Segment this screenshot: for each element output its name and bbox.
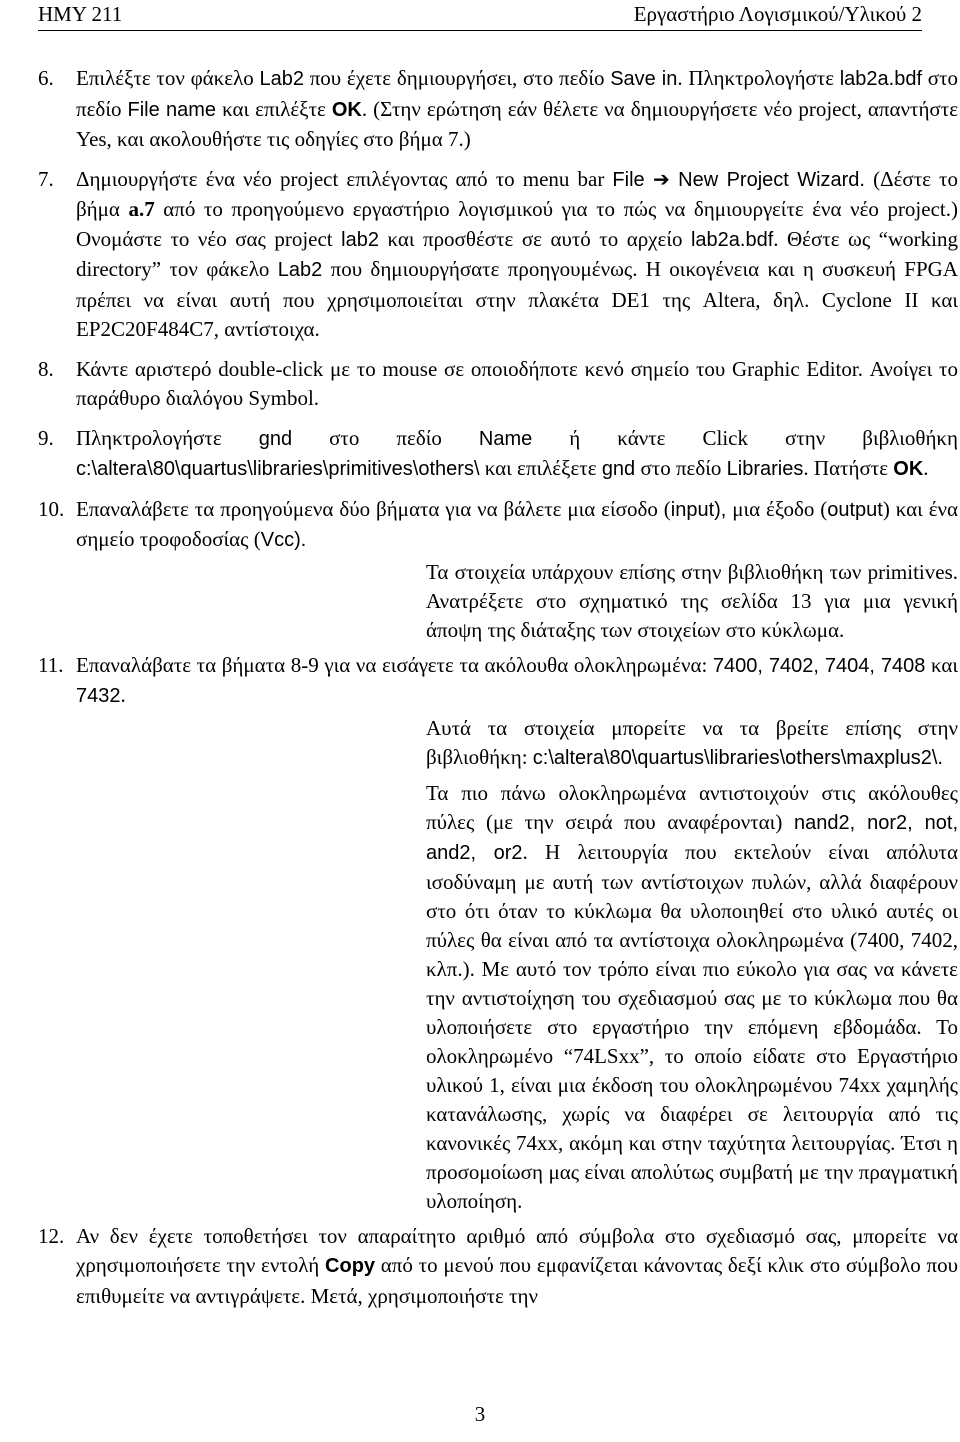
library-path: c:\altera\80\quartus\libraries\others\maxplus2\. xyxy=(532,746,943,769)
text: . xyxy=(923,456,929,480)
step-number: 8. xyxy=(38,356,54,381)
step-text xyxy=(76,651,958,712)
step-text xyxy=(76,495,958,556)
note-text xyxy=(426,779,958,1216)
text: . Η λειτουργία που εκτελούν είναι απόλυτα ισοδύναμη με αυτή των αντίστοιχων πυλών, αλλά διαφέρουν στο ότι όταν το κύκλωμα θα υλοποιηθεί στο υλικό αυτές οι πύλες θα είναι από τα αντίστοιχα ολοκληρωμένα (7400, 7402, κλπ.). Με αυτό τον τρόπο είναι πιο εύκολο για σας να κάνετε την αντιστοίχηση του σχεδιασμού σας με το κύκλωμα που θα υλοποιήσετε στο εργαστήριο την επόμενη εβδομάδα. Το ολοκληρωμένο “74LSxx”, το οποίο είδατε στο Εργαστήριο υλικού 1, είναι μια έκδοση του ολοκληρωμένου 74xx χαμηλής κατανάλωσης, χωρίς να διαφέρει σε λειτουργία από τις κανονικές 74xx, ακόμη και στην ταχύτητα λειτουργίας. Έτσι η προσομοίωση μας είναι απολύτως συμβατή με την πραγματική υλοποίηση. xyxy=(426,839,958,1213)
ui-term: lab2a.bdf xyxy=(690,228,774,251)
ui-term: 7432 xyxy=(76,685,121,707)
text: και προσθέστε σε αυτό το αρχείο xyxy=(378,226,691,251)
ui-term: OK xyxy=(893,458,924,480)
text: Τα πιο πάνω ολοκληρωμένα αντιστοιχούν στις ακόλουθες πύλες (με την σειρά που αναφέρονται) xyxy=(426,780,958,834)
step-text: Κάντε αριστερό double-click με το mouse σε οποιοδήποτε κενό σημείο του Graphic Editor. Ανοίγει το παράθυρο διαλόγου Symbol. xyxy=(76,356,958,410)
ui-term: Lab2 xyxy=(277,259,323,281)
step-text xyxy=(76,424,958,485)
text: . Πληκτρολογήστε xyxy=(677,66,840,90)
ui-term: Libraries xyxy=(726,458,804,480)
text: από το μενού που εμφανίζεται κάνοντας δεξί κλικ στο σύμβολο που επιθυμείτε να αντιγράψετε. Μετά, χρησιμοποιήστε την xyxy=(76,1253,958,1308)
text: Αν δεν έχετε τοποθετήσει τον απαραίτητο αριθμό από σύμβολα στο σχεδιασμό σας, μπορείτε να χρησιμοποιήσετε την εντολή xyxy=(76,1223,958,1277)
text: . Πατήστε xyxy=(803,456,894,480)
step-text xyxy=(76,64,958,155)
text: μια έξοδο ( xyxy=(726,496,828,521)
text: από το προηγούμενο εργαστήριο λογισμικού για το πώς να δημιουργείτε ένα νέο project.) Ονομάστε το νέο σας project xyxy=(76,197,958,251)
ui-term: input), xyxy=(670,498,727,521)
step-number: 9. xyxy=(38,425,54,450)
ui-term: lab2 xyxy=(341,228,379,251)
text: . Θέστε ως “working directory” τον φάκελο xyxy=(76,226,958,281)
ui-term: lab2a.bdf xyxy=(839,68,923,90)
ui-term: 7400, 7402, 7404, 7408 xyxy=(712,654,926,677)
step-number: 10. xyxy=(38,496,65,521)
text: . (Στην ερώτηση εάν θέλετε να δημιουργήσετε νέο project, απαντήστε Yes, και ακολουθήστε τις οδηγίες στο βήμα 7.) xyxy=(76,96,959,151)
note-text xyxy=(426,714,958,773)
ui-term: gnd xyxy=(601,458,636,480)
step-number: 6. xyxy=(38,66,54,90)
step-12 xyxy=(38,1222,958,1312)
text: στο πεδίο xyxy=(76,66,959,121)
ui-term: output xyxy=(827,498,883,521)
document-body xyxy=(38,64,958,1321)
ui-term: OK xyxy=(331,98,362,121)
bold-ref: a.7 xyxy=(128,197,155,221)
ui-term: nand2, nor2, not, and2, or2 xyxy=(426,811,958,864)
ui-term: Vcc). xyxy=(260,529,307,551)
ui-term: gnd xyxy=(258,427,293,450)
text: και xyxy=(925,652,958,677)
text: και επιλέξτε xyxy=(216,96,332,121)
text: Δημιουργήστε ένα νέο project επιλέγοντας από το menu bar xyxy=(76,166,613,191)
step-9 xyxy=(38,424,958,485)
text: Αυτά τα στοιχεία μπορείτε να τα βρείτε επίσης στην βιβλιοθήκη: xyxy=(426,715,958,769)
step-number: 7. xyxy=(38,166,54,191)
library-path: c:\altera\80\quartus\libraries\primitives\others\ xyxy=(76,458,480,480)
ui-term: Name xyxy=(478,427,533,450)
step-11 xyxy=(38,651,958,712)
note-step-11 xyxy=(426,714,958,1216)
ui-term: Copy xyxy=(325,1255,376,1277)
step-7 xyxy=(38,165,958,345)
text: και επιλέξετε xyxy=(479,456,602,480)
step-number: 12. xyxy=(38,1223,65,1248)
text: ή κάντε Click στην βιβλιοθήκη xyxy=(532,425,958,450)
step-8 xyxy=(38,355,958,414)
step-text xyxy=(76,165,958,345)
step-10 xyxy=(38,495,958,556)
note-text: Τα στοιχεία υπάρχουν επίσης στην βιβλιοθήκη των primitives. Ανατρέξετε στο σχηματικό της σελίδα 13 για μια γενική άποψη της διάταξης των στοιχείων στο κύκλωμα. xyxy=(426,559,958,642)
text: ) και ένα σημείο τροφοδοσίας ( xyxy=(76,496,959,551)
ui-term: Save in xyxy=(610,68,678,90)
header-title: Εργαστήριο Λογισμικού/Υλικού 2 xyxy=(633,2,922,26)
text: . xyxy=(120,683,126,707)
text: Πληκτρολογήστε xyxy=(76,425,259,450)
text: που δημιουργήσατε προηγουμένως. Η οικογένεια και η συσκευή FPGA πρέπει να είναι αυτή που χρησιμοποιείται στην πλακέτα DE1 της Altera, δηλ. Cyclone II και EP2C20F484C7, αντίστοιχα. xyxy=(76,257,958,341)
step-number: 11. xyxy=(38,652,64,677)
note-step-10 xyxy=(426,558,958,645)
text: που έχετε δημιουργήσει, στο πεδίο xyxy=(303,66,611,90)
text: στο πεδίο xyxy=(292,425,479,450)
page-number: 3 xyxy=(474,1402,486,1426)
text: Επιλέξτε τον φάκελο xyxy=(76,66,260,90)
text: Επαναλάβατε τα βήματα 8-9 για να εισάγετε τα ακόλουθα ολοκληρωμένα: xyxy=(76,652,713,677)
ui-term: File ➔ New Project Wizard. xyxy=(612,168,865,191)
text: Επαναλάβετε τα προηγούμενα δύο βήματα για να βάλετε μια είσοδο ( xyxy=(76,496,671,521)
text: (Δέστε το βήμα xyxy=(76,166,958,221)
page-header xyxy=(38,0,922,31)
course-code: ΗΜΥ 211 xyxy=(38,2,123,26)
step-6 xyxy=(38,64,958,155)
text: στο πεδίο xyxy=(635,456,727,480)
ui-term: File name xyxy=(127,98,217,121)
ui-term: Lab2 xyxy=(259,68,304,90)
step-text xyxy=(76,1222,958,1312)
